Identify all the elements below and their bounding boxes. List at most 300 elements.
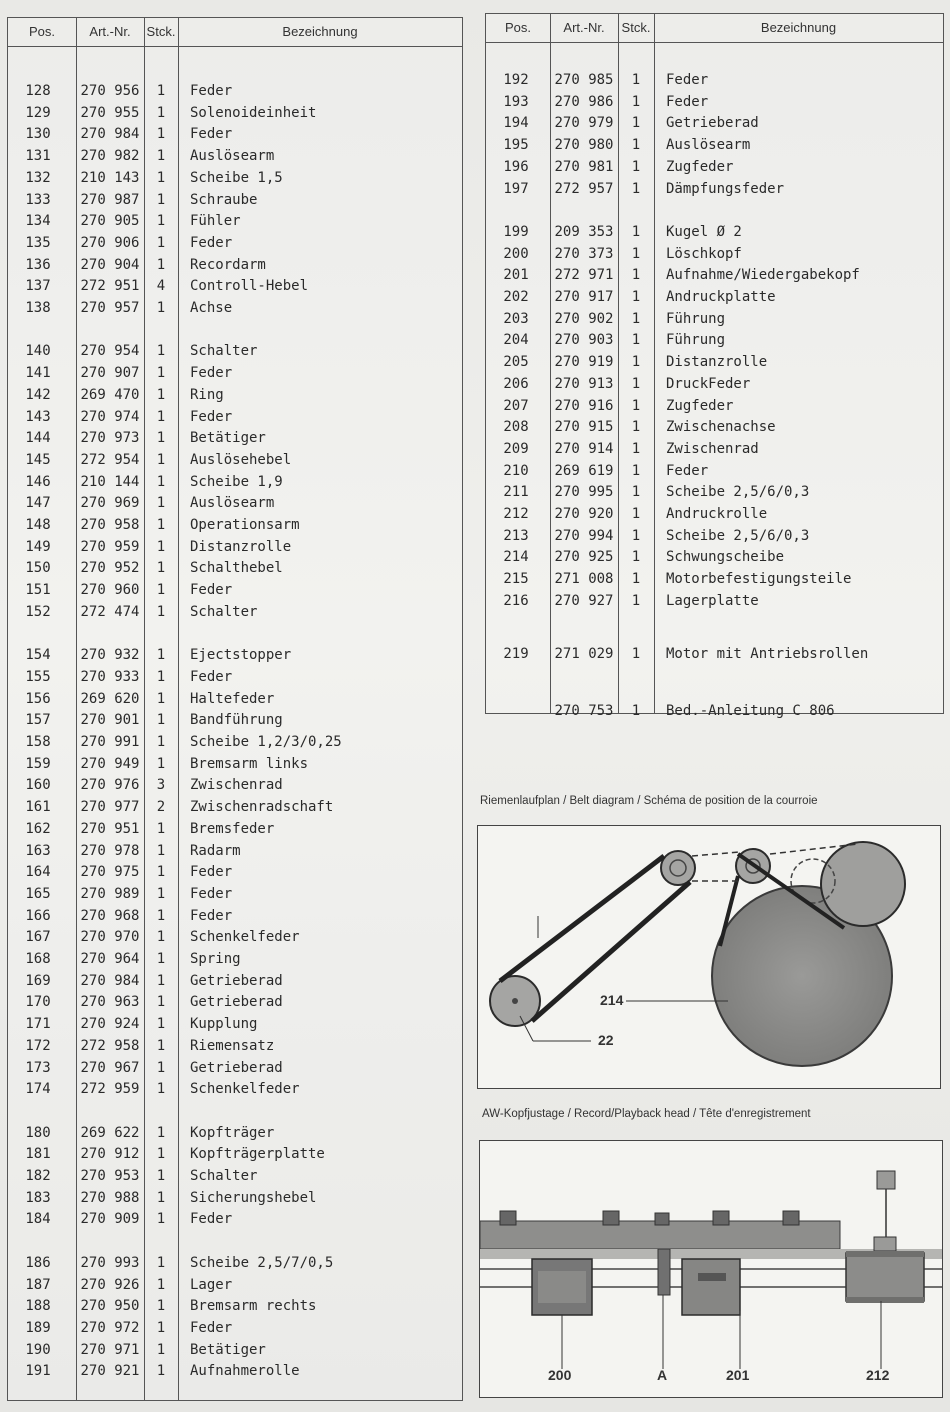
cell-art-nr: 270 919 bbox=[554, 354, 614, 371]
cell-pos: 140 bbox=[25, 343, 51, 360]
table-row bbox=[8, 1123, 462, 1144]
cell-art-nr: 210 143 bbox=[80, 169, 140, 186]
table-row bbox=[8, 472, 462, 493]
cell-pos: 141 bbox=[25, 365, 51, 382]
cell-pos: 195 bbox=[503, 137, 529, 154]
cell-art-nr: 270 968 bbox=[80, 907, 140, 924]
cell-qty: 1 bbox=[156, 712, 166, 729]
cell-qty: 1 bbox=[631, 506, 641, 522]
cell-description: Feder bbox=[190, 1319, 233, 1336]
cell-qty: 1 bbox=[156, 1319, 166, 1336]
cell-art-nr: 270 901 bbox=[80, 712, 140, 729]
cell-art-nr: 270 952 bbox=[80, 560, 140, 577]
cell-art-nr: 270 955 bbox=[80, 104, 140, 121]
cell-pos: 201 bbox=[503, 267, 529, 284]
table-row bbox=[8, 190, 462, 211]
cell-pos: 162 bbox=[25, 820, 51, 837]
cell-art-nr: 270 920 bbox=[554, 506, 614, 522]
cell-art-nr: 272 951 bbox=[80, 278, 140, 295]
table-row bbox=[486, 157, 943, 178]
cell-description: Auslösearm bbox=[666, 137, 751, 154]
cell-pos: 144 bbox=[25, 430, 51, 447]
table-row bbox=[8, 1318, 462, 1339]
cell-pos: 210 bbox=[503, 462, 529, 479]
table-row bbox=[486, 439, 943, 460]
cell-qty: 1 bbox=[631, 462, 641, 479]
cell-art-nr: 270 980 bbox=[554, 137, 614, 154]
cell-qty: 1 bbox=[156, 972, 166, 989]
cell-qty: 1 bbox=[156, 104, 166, 121]
cell-description: Feder bbox=[190, 126, 233, 143]
cell-pos: 212 bbox=[503, 506, 529, 522]
cell-art-nr: 270 984 bbox=[80, 126, 140, 143]
cell-pos: 142 bbox=[25, 386, 51, 403]
cell-art-nr: 270 912 bbox=[80, 1146, 140, 1163]
cell-qty: 1 bbox=[156, 256, 166, 273]
table-row bbox=[8, 754, 462, 775]
cell-description: Schalter bbox=[190, 603, 258, 620]
table-row bbox=[8, 1058, 462, 1079]
cell-qty: 1 bbox=[156, 842, 166, 859]
cell-art-nr: 270 979 bbox=[554, 115, 614, 132]
table-row bbox=[486, 309, 943, 330]
cell-pos: 129 bbox=[25, 104, 51, 121]
label-adjust-screw-a: A bbox=[657, 1367, 668, 1383]
cell-art-nr: 270 373 bbox=[554, 245, 614, 262]
cell-art-nr: 270 902 bbox=[554, 310, 614, 327]
cell-pos: 180 bbox=[25, 1124, 51, 1141]
cell-art-nr: 270 950 bbox=[80, 1298, 140, 1315]
cell-pos: 149 bbox=[25, 538, 51, 555]
cell-pos: 209 bbox=[503, 440, 529, 457]
table-row bbox=[486, 526, 943, 547]
cell-pos: 160 bbox=[25, 777, 51, 794]
table-row bbox=[486, 504, 943, 525]
cell-pos: 214 bbox=[503, 549, 529, 566]
cell-pos: 130 bbox=[25, 126, 51, 143]
cell-description: Scheibe 1,5 bbox=[190, 169, 283, 186]
cell-description: Feder bbox=[666, 462, 709, 479]
cell-pos: 143 bbox=[25, 408, 51, 425]
cell-qty: 1 bbox=[631, 549, 641, 566]
cell-qty: 1 bbox=[156, 1189, 166, 1206]
cell-art-nr: 270 977 bbox=[80, 799, 140, 816]
cell-description: Zugfeder bbox=[666, 397, 734, 414]
cell-qty: 1 bbox=[156, 517, 166, 533]
table-row bbox=[8, 1275, 462, 1296]
cell-pos: 136 bbox=[25, 256, 51, 273]
cell-qty: 1 bbox=[156, 1211, 166, 1228]
cell-pos: 148 bbox=[25, 517, 51, 533]
cell-qty: 1 bbox=[631, 180, 641, 197]
cell-qty: 1 bbox=[156, 603, 166, 620]
cell-art-nr: 270 932 bbox=[80, 647, 140, 664]
cell-art-nr: 270 924 bbox=[80, 1016, 140, 1033]
table-row bbox=[8, 949, 462, 970]
header-pos: Pos. bbox=[504, 20, 531, 35]
cell-description: Zwischenradschaft bbox=[190, 799, 334, 816]
cell-qty: 1 bbox=[156, 1276, 166, 1293]
cell-description: Scheibe 2,5/6/0,3 bbox=[666, 484, 810, 501]
table-row bbox=[8, 146, 462, 167]
table-row bbox=[8, 689, 462, 710]
cell-description: Feder bbox=[190, 864, 233, 881]
cell-qty: 1 bbox=[156, 885, 166, 902]
parts-table-left bbox=[7, 17, 463, 1401]
head-adjust-caption: AW-Kopfjustage / Record/Playback head / Tête d'enregistrement bbox=[482, 1108, 811, 1120]
cell-description: Riemensatz bbox=[190, 1037, 275, 1054]
cell-pos: 205 bbox=[503, 354, 529, 371]
cell-description: Schalter bbox=[190, 1168, 258, 1184]
table-row bbox=[486, 222, 943, 243]
label-flywheel-214: 214 bbox=[600, 992, 624, 1008]
cell-description: Haltefeder bbox=[190, 690, 275, 707]
table-row bbox=[486, 135, 943, 156]
table-row bbox=[8, 1166, 462, 1187]
cell-pos: 193 bbox=[503, 93, 529, 110]
label-pinch-roller-212: 212 bbox=[866, 1367, 890, 1383]
cell-pos: 167 bbox=[25, 929, 51, 946]
cell-description: Bremsfeder bbox=[190, 820, 275, 837]
cell-pos: 200 bbox=[503, 245, 529, 262]
cell-art-nr: 270 957 bbox=[80, 300, 140, 316]
table-row bbox=[8, 710, 462, 731]
cell-pos: 131 bbox=[25, 148, 51, 165]
table-row bbox=[8, 428, 462, 449]
cell-pos: 138 bbox=[25, 300, 51, 316]
header-art-nr: Art.-Nr. bbox=[89, 24, 131, 39]
cell-art-nr: 272 958 bbox=[80, 1037, 140, 1054]
cell-description: Scheibe 2,5/6/0,3 bbox=[666, 527, 810, 544]
cell-qty: 1 bbox=[631, 158, 641, 175]
cell-qty: 3 bbox=[156, 777, 166, 794]
cell-pos: 171 bbox=[25, 1016, 51, 1033]
cell-pos: 213 bbox=[503, 527, 529, 544]
cell-art-nr: 270 963 bbox=[80, 994, 140, 1011]
cell-pos: 181 bbox=[25, 1146, 51, 1163]
cell-qty: 1 bbox=[631, 93, 641, 110]
cell-description: Feder bbox=[666, 93, 709, 110]
cell-description: Bed.-Anleitung C 806 bbox=[666, 702, 835, 719]
table-row bbox=[486, 591, 943, 612]
cell-qty: 1 bbox=[156, 83, 166, 99]
cell-qty: 1 bbox=[631, 397, 641, 414]
cell-pos: 194 bbox=[503, 115, 529, 132]
cell-pos: 147 bbox=[25, 495, 51, 512]
cell-pos: 188 bbox=[25, 1298, 51, 1315]
cell-pos: 208 bbox=[503, 419, 529, 436]
cell-art-nr: 270 956 bbox=[80, 83, 140, 99]
table-row bbox=[486, 113, 943, 134]
cell-art-nr: 270 915 bbox=[554, 419, 614, 436]
cell-art-nr: 270 975 bbox=[80, 864, 140, 881]
cell-description: Feder bbox=[190, 365, 233, 382]
table-row bbox=[8, 667, 462, 688]
cell-art-nr: 270 985 bbox=[554, 72, 614, 88]
cell-pos: 137 bbox=[25, 278, 51, 295]
cell-qty: 2 bbox=[156, 799, 166, 816]
cell-art-nr: 270 989 bbox=[80, 885, 140, 902]
cell-art-nr: 270 986 bbox=[554, 93, 614, 110]
cell-qty: 1 bbox=[156, 820, 166, 837]
cell-pos: 182 bbox=[25, 1168, 51, 1184]
cell-art-nr: 271 008 bbox=[554, 571, 614, 588]
table-row bbox=[486, 287, 943, 308]
cell-pos: 199 bbox=[503, 223, 529, 240]
table-row bbox=[8, 1144, 462, 1165]
cell-qty: 4 bbox=[156, 278, 166, 295]
cell-art-nr: 272 957 bbox=[554, 180, 614, 197]
cell-art-nr: 270 967 bbox=[80, 1059, 140, 1076]
cell-qty: 1 bbox=[631, 310, 641, 327]
table-row bbox=[8, 341, 462, 362]
table-row bbox=[486, 461, 943, 482]
cell-art-nr: 272 474 bbox=[80, 603, 140, 620]
cell-art-nr: 270 978 bbox=[80, 842, 140, 859]
cell-pos: 150 bbox=[25, 560, 51, 577]
cell-description: Radarm bbox=[190, 842, 241, 859]
table-row bbox=[8, 558, 462, 579]
label-pulley-22: 22 bbox=[598, 1032, 614, 1048]
parts-table-right bbox=[485, 13, 944, 719]
cell-description: Lager bbox=[190, 1276, 233, 1293]
table-row bbox=[8, 450, 462, 471]
cell-qty: 1 bbox=[631, 267, 641, 284]
cell-description: Betätiger bbox=[190, 1341, 266, 1358]
cell-art-nr: 270 969 bbox=[80, 495, 140, 512]
header-qty: Stck. bbox=[146, 24, 176, 39]
cell-pos: 135 bbox=[25, 234, 51, 251]
cell-art-nr: 210 144 bbox=[80, 473, 140, 490]
cell-qty: 1 bbox=[156, 1081, 166, 1098]
cell-art-nr: 270 913 bbox=[554, 375, 614, 392]
cell-description: Kopfträger bbox=[190, 1124, 275, 1141]
table-row bbox=[486, 701, 943, 722]
cell-art-nr: 269 470 bbox=[80, 386, 140, 403]
cell-pos: 169 bbox=[25, 972, 51, 989]
cell-qty: 1 bbox=[156, 1016, 166, 1033]
cell-description: Auslösearm bbox=[190, 148, 275, 165]
cell-art-nr: 270 958 bbox=[80, 517, 140, 533]
cell-description: Getrieberad bbox=[190, 972, 283, 989]
table-row bbox=[8, 819, 462, 840]
cell-qty: 1 bbox=[156, 169, 166, 186]
header-qty: Stck. bbox=[621, 20, 651, 35]
cell-art-nr: 270 995 bbox=[554, 484, 614, 501]
cell-description: Getrieberad bbox=[190, 994, 283, 1011]
cell-pos: 152 bbox=[25, 603, 51, 620]
table-row bbox=[8, 1253, 462, 1274]
cell-qty: 1 bbox=[156, 582, 166, 599]
cell-art-nr: 270 903 bbox=[554, 332, 614, 349]
table-row bbox=[486, 547, 943, 568]
cell-pos: 191 bbox=[25, 1363, 51, 1380]
cell-description: Operationsarm bbox=[190, 517, 300, 533]
table-row bbox=[8, 927, 462, 948]
cell-art-nr: 270 904 bbox=[80, 256, 140, 273]
cell-qty: 1 bbox=[156, 951, 166, 967]
cell-description: Fühler bbox=[190, 213, 241, 230]
cell-qty: 1 bbox=[156, 148, 166, 165]
table-row bbox=[8, 1079, 462, 1100]
cell-art-nr: 270 925 bbox=[554, 549, 614, 566]
cell-art-nr: 270 972 bbox=[80, 1319, 140, 1336]
table-row bbox=[8, 211, 462, 232]
cell-art-nr: 270 994 bbox=[554, 527, 614, 544]
cell-art-nr: 270 917 bbox=[554, 289, 614, 305]
cell-qty: 1 bbox=[156, 864, 166, 881]
cell-pos: 183 bbox=[25, 1189, 51, 1206]
cell-description: Dämpfungsfeder bbox=[666, 180, 785, 197]
cell-description: Zwischenachse bbox=[666, 419, 776, 436]
cell-description: Auslösearm bbox=[190, 495, 275, 512]
cell-pos: 155 bbox=[25, 668, 51, 685]
cell-art-nr: 270 951 bbox=[80, 820, 140, 837]
table-row bbox=[486, 352, 943, 373]
table-row bbox=[8, 841, 462, 862]
cell-qty: 1 bbox=[631, 375, 641, 392]
label-erase-head-200: 200 bbox=[548, 1367, 572, 1383]
cell-qty: 1 bbox=[631, 592, 641, 609]
cell-description: Betätiger bbox=[190, 430, 266, 447]
cell-qty: 1 bbox=[156, 430, 166, 447]
cell-qty: 1 bbox=[156, 929, 166, 946]
cell-description: Motorbefestigungsteile bbox=[666, 571, 852, 588]
cell-qty: 1 bbox=[631, 527, 641, 544]
cell-qty: 1 bbox=[156, 994, 166, 1011]
cell-art-nr: 270 984 bbox=[80, 972, 140, 989]
cell-pos: 159 bbox=[25, 755, 51, 772]
cell-description: Schenkelfeder bbox=[190, 929, 300, 946]
table-row bbox=[8, 493, 462, 514]
table-row bbox=[8, 1014, 462, 1035]
table-row bbox=[8, 775, 462, 796]
cell-description: Bremsarm links bbox=[190, 755, 309, 772]
cell-pos: 157 bbox=[25, 712, 51, 729]
cell-art-nr: 270 933 bbox=[80, 668, 140, 685]
table-row bbox=[8, 884, 462, 905]
cell-pos: 166 bbox=[25, 907, 51, 924]
cell-qty: 1 bbox=[156, 1363, 166, 1380]
cell-pos: 174 bbox=[25, 1081, 51, 1098]
cell-description: Feder bbox=[190, 668, 233, 685]
header-art-nr: Art.-Nr. bbox=[563, 20, 605, 35]
cell-qty: 1 bbox=[631, 702, 641, 719]
cell-qty: 1 bbox=[156, 1146, 166, 1163]
table-row bbox=[8, 385, 462, 406]
cell-art-nr: 270 914 bbox=[554, 440, 614, 457]
cell-description: Feder bbox=[190, 408, 233, 425]
cell-art-nr: 270 970 bbox=[80, 929, 140, 946]
table-row bbox=[8, 1296, 462, 1317]
head-adjust-diagram bbox=[479, 1140, 943, 1398]
cell-pos: 172 bbox=[25, 1037, 51, 1054]
table-row bbox=[8, 276, 462, 297]
head-adjust-drawing bbox=[480, 1141, 942, 1397]
table-row bbox=[8, 602, 462, 623]
cell-pos: 187 bbox=[25, 1276, 51, 1293]
cell-pos: 184 bbox=[25, 1211, 51, 1228]
cell-qty: 1 bbox=[156, 191, 166, 208]
cell-art-nr: 270 927 bbox=[554, 592, 614, 609]
cell-pos: 158 bbox=[25, 734, 51, 750]
cell-pos: 204 bbox=[503, 332, 529, 349]
table-row bbox=[8, 862, 462, 883]
cell-pos: 151 bbox=[25, 582, 51, 599]
cell-pos: 216 bbox=[503, 592, 529, 609]
label-head-201: 201 bbox=[726, 1367, 750, 1383]
cell-pos: 168 bbox=[25, 951, 51, 967]
cell-description: Ejectstopper bbox=[190, 647, 292, 664]
cell-qty: 1 bbox=[156, 234, 166, 251]
table-row bbox=[486, 374, 943, 395]
belt-diagram bbox=[477, 825, 941, 1089]
cell-description: Bremsarm rechts bbox=[190, 1298, 317, 1315]
cell-pos: 128 bbox=[25, 83, 51, 99]
cell-qty: 1 bbox=[156, 734, 166, 750]
table-row bbox=[8, 992, 462, 1013]
cell-pos: 161 bbox=[25, 799, 51, 816]
cell-description: Zugfeder bbox=[666, 158, 734, 175]
table-row bbox=[8, 1036, 462, 1057]
cell-description: Sicherungshebel bbox=[190, 1189, 317, 1206]
cell-art-nr: 270 916 bbox=[554, 397, 614, 414]
cell-pos: 186 bbox=[25, 1254, 51, 1271]
cell-qty: 1 bbox=[156, 451, 166, 468]
cell-art-nr: 271 029 bbox=[554, 646, 614, 663]
cell-qty: 1 bbox=[156, 668, 166, 685]
cell-description: Zwischenrad bbox=[666, 440, 759, 457]
cell-description: Führung bbox=[666, 332, 726, 349]
cell-description: Feder bbox=[190, 907, 233, 924]
cell-description: Führung bbox=[666, 310, 726, 327]
table-row bbox=[8, 580, 462, 601]
cell-description: Lagerplatte bbox=[666, 592, 759, 609]
table-row bbox=[8, 906, 462, 927]
cell-description: Zwischenrad bbox=[190, 777, 283, 794]
table-row bbox=[8, 515, 462, 536]
table-row bbox=[486, 569, 943, 590]
table-row bbox=[8, 407, 462, 428]
cell-description: Scheibe 1,9 bbox=[190, 473, 283, 490]
header-description: Bezeichnung bbox=[760, 20, 837, 35]
cell-qty: 1 bbox=[156, 365, 166, 382]
table-row bbox=[8, 971, 462, 992]
cell-qty: 1 bbox=[156, 538, 166, 555]
cell-description: Motor mit Antriebsrollen bbox=[666, 646, 869, 663]
cell-qty: 1 bbox=[156, 755, 166, 772]
cell-art-nr: 209 353 bbox=[554, 223, 614, 240]
cell-art-nr: 269 620 bbox=[80, 690, 140, 707]
cell-pos: 196 bbox=[503, 158, 529, 175]
table-row bbox=[486, 482, 943, 503]
cell-description: Recordarm bbox=[190, 256, 266, 273]
cell-pos: 173 bbox=[25, 1059, 51, 1076]
cell-pos: 203 bbox=[503, 310, 529, 327]
cell-qty: 1 bbox=[631, 440, 641, 457]
cell-qty: 1 bbox=[156, 473, 166, 490]
cell-description: Schwungscheibe bbox=[666, 549, 785, 566]
table-row bbox=[8, 298, 462, 319]
cell-art-nr: 270 959 bbox=[80, 538, 140, 555]
cell-qty: 1 bbox=[631, 223, 641, 240]
cell-qty: 1 bbox=[631, 354, 641, 371]
cell-art-nr: 270 993 bbox=[80, 1254, 140, 1271]
cell-description: Kugel Ø 2 bbox=[666, 223, 742, 240]
cell-art-nr: 270 949 bbox=[80, 755, 140, 772]
cell-pos: 189 bbox=[25, 1319, 51, 1336]
table-row bbox=[486, 265, 943, 286]
